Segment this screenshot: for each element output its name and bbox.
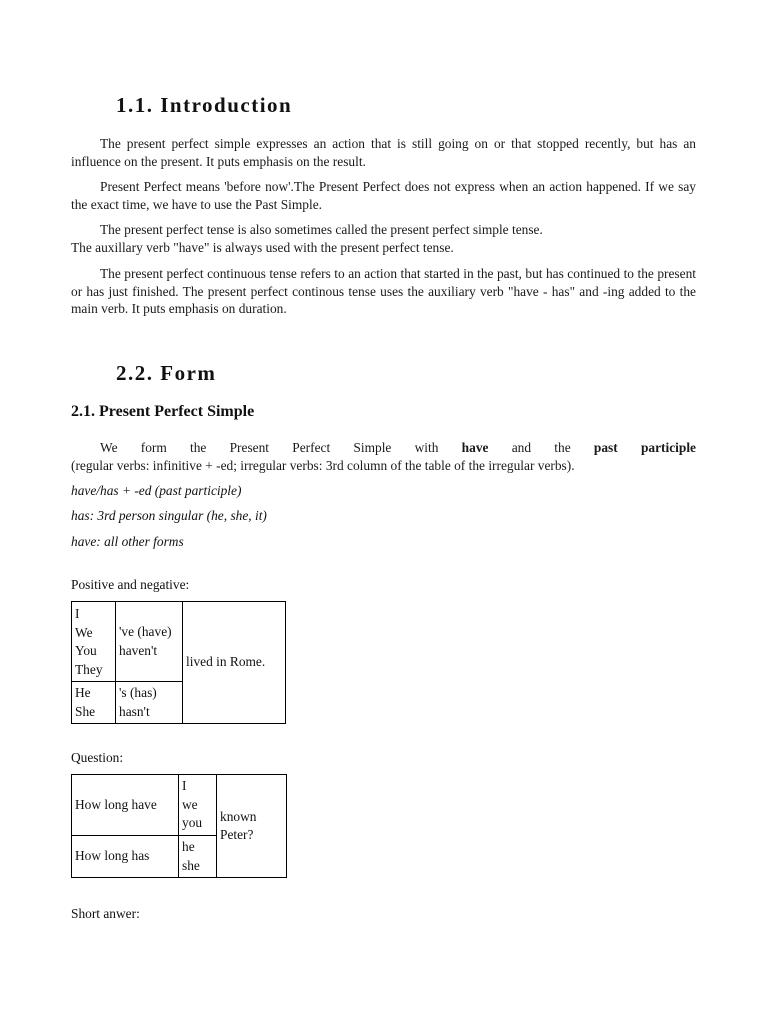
subject: They: [75, 661, 103, 677]
subject: we: [182, 796, 198, 812]
present-perfect-simple-heading: 2.1. Present Perfect Simple: [71, 403, 255, 420]
verb-cell: [217, 775, 287, 878]
subjects-cell: [72, 602, 116, 682]
auxiliary-cell: [116, 602, 183, 682]
subjects-cell: [179, 775, 217, 836]
question-phrase: How long has: [75, 848, 150, 864]
subject: he: [182, 839, 195, 854]
verb-phrase: lived in Rome.: [186, 654, 266, 670]
auxiliary: haven't: [119, 642, 158, 658]
question-label: Question:: [71, 750, 124, 765]
subject: I: [182, 778, 187, 794]
subject: He: [75, 685, 91, 700]
subject: you: [182, 815, 203, 831]
form-lead-2: and the: [511, 440, 571, 455]
verb-cell: [183, 602, 286, 724]
rule-have: have: all other forms: [71, 534, 184, 549]
subjects-cell: [72, 682, 116, 724]
short-answer-label: Short anwer:: [71, 906, 140, 921]
form-paragraph-line-1: [71, 439, 696, 457]
intro-heading: 1.1. Introduction: [116, 93, 293, 117]
intro-paragraph-3-line-2: The auxillary verb "have" is always used with the present perfect tense.: [71, 239, 454, 255]
verb-phrase: known: [220, 808, 257, 824]
table-row: [72, 775, 287, 836]
subject: She: [75, 703, 96, 719]
auxiliary: 's (has): [119, 685, 157, 700]
intro-paragraph-4: The present perfect continuous tense refers to an action that started in the past, but has continued to the present or has just finished. The present perfect continous tense uses the auxiliary verb "have - has" and -ing added to the main verb. It puts emphasis on duration.: [71, 266, 696, 316]
question-phrase-cell: [72, 775, 179, 836]
question-phrase: How long have: [75, 796, 157, 812]
subjects-cell: [179, 836, 217, 878]
intro-paragraph-1: The present perfect simple expresses an action that is still going on or that stopped recently, but has an influence on the present. It puts emphasis on the result.: [71, 136, 696, 169]
intro-paragraph-3: [71, 221, 696, 256]
verb-phrase: Peter?: [220, 827, 254, 842]
form-paragraph-line-2: (regular verbs: infinitive + -ed; irregular verbs: 3rd column of the table of the irregular verbs).: [71, 457, 575, 473]
subject: I: [75, 606, 80, 621]
auxiliary: 've (have): [119, 624, 172, 639]
table-row: [72, 602, 286, 682]
positive-negative-table: [71, 601, 286, 724]
intro-paragraph-3-line-1: The present perfect tense is also sometimes called the present perfect simple tense.: [100, 222, 543, 237]
auxiliary-cell: [116, 682, 183, 724]
positive-negative-label: Positive and negative:: [71, 577, 190, 592]
intro-paragraph-2: Present Perfect means 'before now'.The Present Perfect does not express when an action happened. If we say the exact time, we have to use the Past Simple.: [71, 179, 696, 212]
auxiliary: hasn't: [119, 703, 150, 719]
form-paragraph: [71, 439, 696, 474]
rule-have-has: have/has + -ed (past participle): [71, 483, 242, 498]
question-phrase-cell: [72, 836, 179, 878]
rule-has: has: 3rd person singular (he, she, it): [71, 508, 267, 523]
form-lead-1: We form the Present Perfect Simple with: [100, 440, 439, 455]
keyword-have: have: [461, 440, 489, 455]
subject: she: [182, 857, 200, 873]
form-heading: 2.2. Form: [116, 361, 217, 385]
question-table: [71, 774, 287, 878]
subject: We: [75, 624, 93, 640]
subject: You: [75, 643, 97, 658]
keyword-past-participle: past participle: [593, 440, 696, 455]
